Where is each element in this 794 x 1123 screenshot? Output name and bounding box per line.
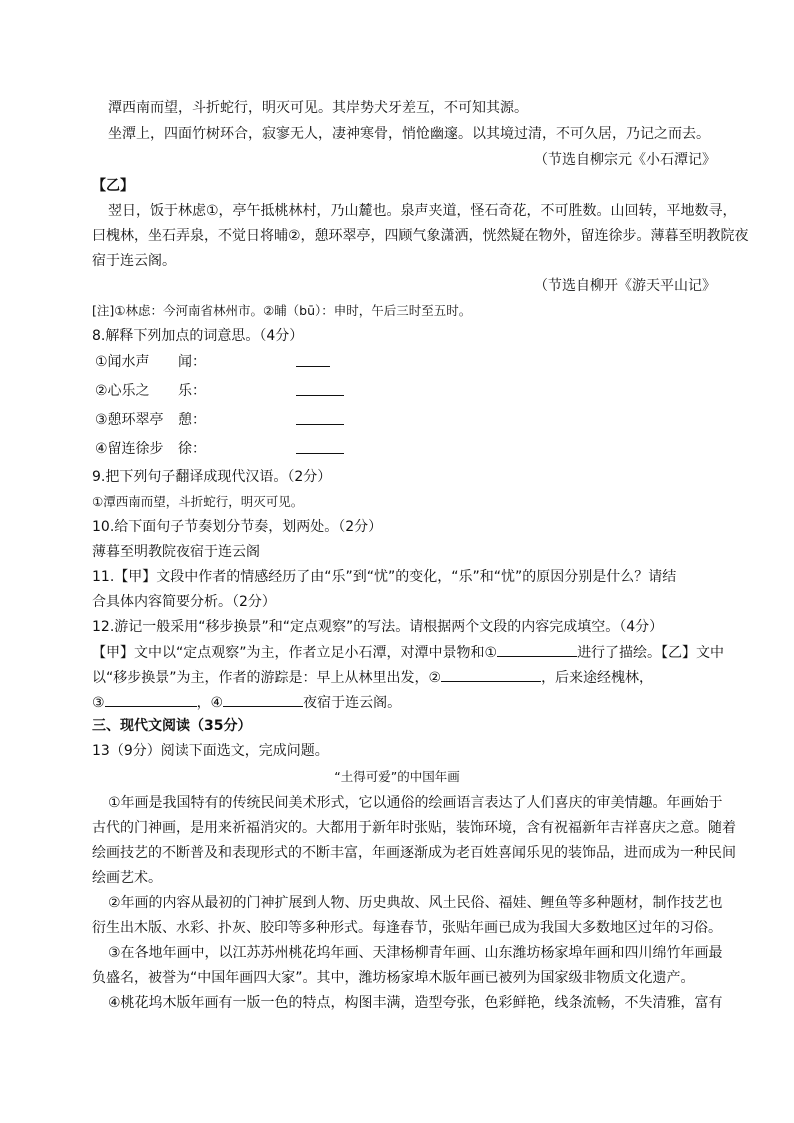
q12-text: 夜宿于连云阁。 xyxy=(303,695,402,711)
yi-paragraph-line: 宿于连云阁。 xyxy=(92,253,176,269)
article-paragraph-line: ④桃花坞木版年画有一版一色的特点，构图丰满，造型夸张，色彩鲜艳，线条流畅，不失清雅，富有 xyxy=(108,995,723,1011)
q12-text: 以“移步换景”为主，作者的游踪是：早上从林里出发，② xyxy=(92,670,442,686)
question-12: 12.游记一般采用“移步换景”和“定点观察”的写法。请根据两个文段的内容完成填空。（4分） xyxy=(92,619,664,635)
yi-paragraph-line: 翌日，饭于林虑①，亭午抵桃林村，乃山麓也。泉声夹道，怪石奇花，不可胜数。山回转，平地数寻， xyxy=(108,203,737,219)
question-11-cont: 合具体内容简要分析。（2分） xyxy=(92,594,276,610)
question-8: 8.解释下列加点的词意思。（4分） xyxy=(92,328,304,344)
article-paragraph-line: 绘画技艺的不断普及和表现形式的不断丰富，年画逐渐成为老百姓喜闻乐见的装饰品，进而成为一种民间 xyxy=(92,845,736,861)
q12-text: ，后来途经槐林， xyxy=(541,670,654,686)
q8-item-phrase: ①闻水声 xyxy=(95,354,150,370)
yi-source: （节选自柳开《游天平山记》 xyxy=(534,278,716,294)
q8-item-word: 憩： xyxy=(178,412,206,428)
jia-source: （节选自柳宗元《小石潭记》 xyxy=(534,152,716,168)
article-paragraph-line: 负盛名，被誉为“中国年画四大家”。其中，潍坊杨家埠木版年画已被列为国家级非物质文化遗产。 xyxy=(92,970,695,986)
q12-blank-2[interactable] xyxy=(441,667,541,682)
article-paragraph-line: ②年画的内容从最初的门神扩展到人物、历史典故、风土民俗、福娃、鲤鱼等多种题材，制作技艺也 xyxy=(108,895,723,911)
question-11: 11.【甲】文段中作者的情感经历了由“乐”到“忧”的变化，“乐”和“忧”的原因分别是什么？请结 xyxy=(92,569,677,585)
q8-item-phrase: ③憩环翠亭 xyxy=(95,412,164,428)
q12-line-3 xyxy=(92,692,401,713)
q8-answer-blank[interactable] xyxy=(296,352,330,373)
q8-answer-blank[interactable] xyxy=(296,410,344,431)
q12-text: ，④ xyxy=(196,695,224,711)
q12-text: ③ xyxy=(92,695,105,711)
q8-item-word: 徐： xyxy=(178,441,206,457)
q12-text: 【甲】文中以“定点观察”为主，作者立足小石潭，对潭中景物和① xyxy=(92,645,498,661)
article-paragraph-line: ③在各地年画中，以江苏苏州桃花坞年画、天津杨柳青年画、山东潍坊杨家埠年画和四川绵竹年画最 xyxy=(108,945,723,961)
article-paragraph-line: 衍生出木版、水彩、扑灰、胶印等多种形式。每逢春节，张贴年画已成为我国大多数地区过年的习俗。 xyxy=(92,920,722,936)
question-13: 13（9分）阅读下面选文，完成问题。 xyxy=(92,743,329,759)
q12-line-1 xyxy=(92,642,724,663)
q9-item: ①潭西南而望，斗折蛇行，明灭可见。 xyxy=(92,494,304,509)
q12-blank-3[interactable] xyxy=(105,692,197,707)
q8-item-word: 乐： xyxy=(178,383,206,399)
jia-paragraph-line: 坐潭上，四面竹树环合，寂寥无人，凄神寒骨，悄怆幽邃。以其境过清，不可久居，乃记之而去。 xyxy=(108,126,710,142)
section-3-heading: 三、现代文阅读（35分） xyxy=(92,718,252,734)
article-paragraph-line: 古代的门神画，是用来祈福消灾的。大都用于新年时张贴，装饰环境，含有祝福新年吉祥喜庆之意。随着 xyxy=(92,820,736,836)
q8-answer-blank[interactable] xyxy=(296,381,344,402)
q8-item-phrase: ②心乐之 xyxy=(95,383,150,399)
footnote: [注]①林虑：今河南省林州市。②晡（bū）：申时，午后三时至五时。 xyxy=(92,303,472,318)
q8-item-phrase: ④留连徐步 xyxy=(95,441,164,457)
q12-blank-1[interactable] xyxy=(497,642,577,657)
question-10: 10.给下面句子节奏划分节奏，划两处。（2分） xyxy=(92,519,383,535)
yi-header: 【乙】 xyxy=(92,178,134,194)
article-paragraph-line: ①年画是我国特有的传统民间美术形式，它以通俗的绘画语言表达了人们喜庆的审美情趣。年画始于 xyxy=(108,795,723,811)
q8-item-word: 闻： xyxy=(178,354,206,370)
q12-blank-4[interactable] xyxy=(223,692,303,707)
question-9: 9.把下列句子翻译成现代汉语。（2分） xyxy=(92,469,332,485)
q12-text: 进行了描绘。【乙】文中 xyxy=(577,645,725,661)
yi-paragraph-line: 曰槐林，坐石弄泉，不觉日将晡②，憩环翠亭，四顾气象潇洒，恍然疑在物外，留连徐步。薄暮至明教院夜 xyxy=(92,228,749,244)
article-title: “土得可爱”的中国年画 xyxy=(334,769,460,784)
article-paragraph-line: 绘画艺术。 xyxy=(92,870,162,886)
jia-paragraph-line: 潭西南而望，斗折蛇行，明灭可见。其岸势犬牙差互，不可知其源。 xyxy=(108,100,528,116)
q12-line-2 xyxy=(92,667,653,688)
q10-item: 薄暮至明教院夜宿于连云阁 xyxy=(92,544,260,560)
q8-answer-blank[interactable] xyxy=(296,439,344,460)
